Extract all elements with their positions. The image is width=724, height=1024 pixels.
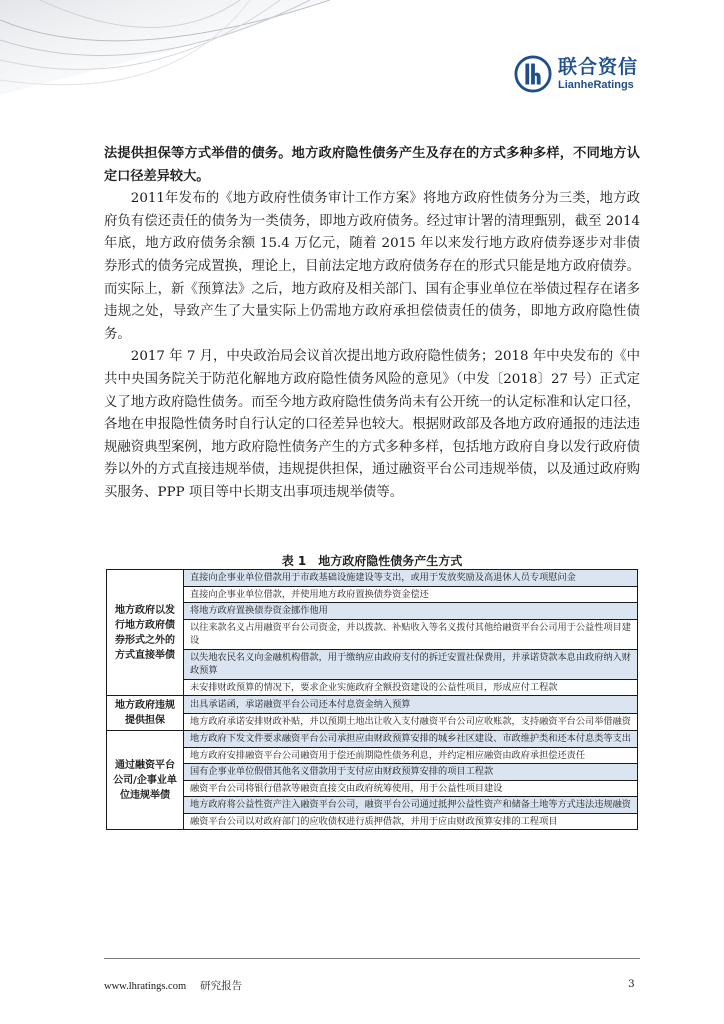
table-cell: 融资平台公司将银行借款等融资直接交由政府统筹使用，用于公益性项目建设 bbox=[184, 780, 638, 797]
category-cell: 通过融资平台公司/企事业单位违规举债 bbox=[107, 731, 184, 830]
table-row bbox=[107, 713, 638, 731]
table-cell: 地方政府安排融资平台公司融资用于偿还前期隐性债务利息，并约定相应融资由政府承担偿还责任 bbox=[184, 747, 638, 764]
logo-chinese-name: 联合资信 bbox=[558, 55, 639, 78]
paragraph-2011-audit: 2011年发布的《地方政府性债务审计工作方案》将地方政府性债务分为三类，地方政府负有偿还责任的债务为一类债务，即地方政府债务。经过审计署的清理甄别，截至 2014 年底，地方政府债务余额 15.4 万亿元，随着 2015 年以来发行地方政府债券逐步对非债券形式的债务完成置换，理论上，目前法定地方政府债务存在的形式只能是地方政府债券。而实际上，新《预算法》之后，地方政府及相关部门、国有企事业单位在举债过程存在诸多违规之处，导致产生了大量实际上仍需地方政府承担偿债责任的债务，即地方政府隐性债务。 bbox=[104, 191, 640, 342]
lead-paragraph: 法提供担保等方式举借的债务。地方政府隐性债务产生及存在的方式多种多样，不同地方认定口径差异较大。 bbox=[104, 146, 640, 184]
table-cell: 直接向企事业单位借款用于市政基础设施建设等支出，或用于发放奖励及高退休人员专项慰问金 bbox=[184, 570, 638, 587]
footer-divider bbox=[104, 958, 640, 959]
table-cell: 未安排财政预算的情况下，要求企业实施政府全额投资建设的公益性项目，形成应付工程款 bbox=[184, 679, 638, 696]
table-cell: 国有企事业单位假借其他名义借款用于支付应由财政预算安排的项目工程款 bbox=[184, 764, 638, 781]
logo-english-name: LianheRatings bbox=[558, 78, 634, 91]
table-cell: 以往来款名义占用融资平台公司资金，并以拨款、补贴收入等名义拨付其他给融资平台公司用于公益性项目建设 bbox=[184, 619, 638, 649]
article-body bbox=[104, 143, 640, 505]
company-logo bbox=[514, 54, 638, 94]
header-decoration bbox=[0, 0, 330, 110]
table-cell: 将地方政府置换债券资金挪作他用 bbox=[184, 603, 638, 620]
table-cell: 地方政府承诺安排财政补贴，并以预期土地出让收入支付融资平台公司应收账款，支持融资平台公司举借融资 bbox=[184, 713, 638, 731]
table-row bbox=[107, 649, 638, 679]
table-cell: 出具承诺函，承诺融资平台公司还本付息资金纳入预算 bbox=[184, 696, 638, 714]
lianhe-logo-icon bbox=[514, 55, 552, 93]
table-cell: 直接向企事业单位借款，并使用地方政府置换债券资金偿还 bbox=[184, 586, 638, 603]
hidden-debt-table bbox=[106, 569, 638, 830]
table-cell: 地方政府下发文件要求融资平台公司承担应由财政预算安排的城乡社区建设、市政维护类和还本付息类等支出 bbox=[184, 731, 638, 748]
table-row bbox=[107, 679, 638, 696]
page-number: 3 bbox=[628, 978, 635, 990]
footer-info bbox=[104, 978, 242, 993]
table-row bbox=[107, 619, 638, 649]
table-cell: 地方政府将公益性资产注入融资平台公司，融资平台公司通过抵押公益性资产和储备土地等方式违法违规融资 bbox=[184, 797, 638, 814]
table-row bbox=[107, 696, 638, 714]
footer-website-link[interactable]: www.lhratings.com bbox=[104, 981, 187, 992]
paragraph-2017-definition: 2017 年 7 月，中央政治局会议首次提出地方政府隐性债务；2018 年中央发布的《中共中央国务院关于防范化解地方政府隐性债务风险的意见》（中发〔2018〕27 号）正式定义了地方政府隐性债务。而至今地方政府隐性债务尚未有公开统一的认定标准和认定口径，各地在申报隐性债务时自行认定的口径差异也较大。根据财政部及各地方政府通报的违法违规融资典型案例，地方政府隐性债务产生的方式多种多样，包括地方政府自身以发行政府债券以外的方式直接违规举债，违规提供担保，通过融资平台公司违规举债，以及通过政府购买服务、PPP 项目等中长期支出事项违规举债等。 bbox=[104, 349, 640, 500]
table-row bbox=[107, 813, 638, 830]
category-cell: 地方政府违规提供担保 bbox=[107, 696, 184, 731]
table-row bbox=[107, 747, 638, 764]
table-row bbox=[107, 731, 638, 748]
table-row bbox=[107, 570, 638, 587]
category-cell: 地方政府以发行地方政府债券形式之外的方式直接举债 bbox=[107, 570, 184, 696]
table-row bbox=[107, 764, 638, 781]
table-cell: 以失地农民名义向金融机构借款，用于缴纳应由政府支付的拆迁安置社保费用，并承诺贷款本息由政府纳入财政预算 bbox=[184, 649, 638, 679]
table-caption: 表 1 地方政府隐性债务产生方式 bbox=[281, 554, 463, 568]
table-row bbox=[107, 780, 638, 797]
footer-doc-type: 研究报告 bbox=[200, 981, 243, 992]
table-row bbox=[107, 603, 638, 620]
table-row bbox=[107, 586, 638, 603]
table-cell: 融资平台公司以对政府部门的应收债权进行质押借款，并用于应由财政预算安排的工程项目 bbox=[184, 813, 638, 830]
table-row bbox=[107, 797, 638, 814]
